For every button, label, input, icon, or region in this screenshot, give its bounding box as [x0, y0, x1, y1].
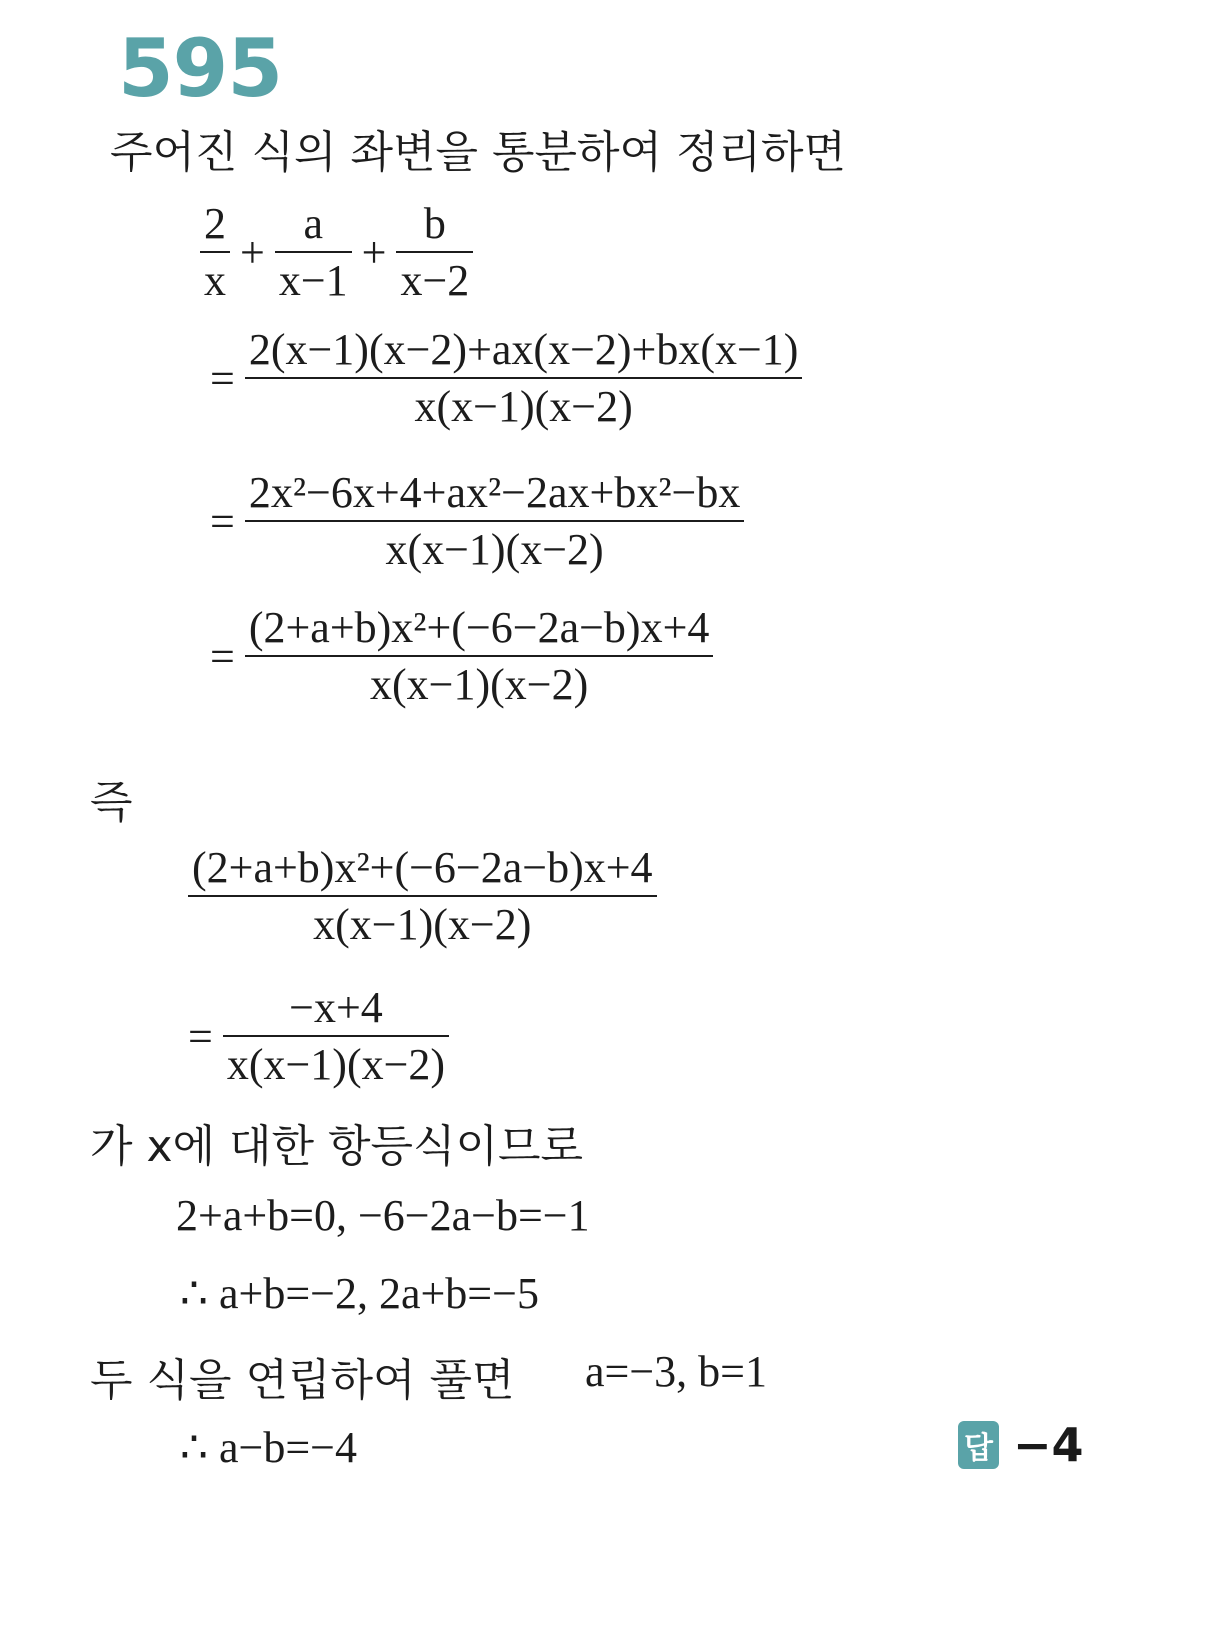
- denominator: x−1: [278, 256, 348, 305]
- plus-sign: +: [361, 227, 387, 277]
- numerator: (2+a+b)x²+(−6−2a−b)x+4: [245, 603, 714, 657]
- numerator: (2+a+b)x²+(−6−2a−b)x+4: [188, 840, 657, 897]
- coefficient-equations: 2+a+b=0, −6−2a−b=−1: [176, 1191, 590, 1240]
- plus-sign: +: [240, 227, 265, 277]
- lhs-fraction-row: [188, 840, 657, 952]
- step-3: [200, 603, 713, 709]
- intro-text: 주어진 식의 좌변을 통분하여 정리하면: [110, 127, 847, 178]
- denominator: x(x−1)(x−2): [414, 382, 633, 431]
- equals-sign: =: [210, 631, 235, 681]
- denominator: x−2: [400, 256, 470, 305]
- step-3-fraction: [245, 603, 714, 709]
- jeuk-text: 즉: [90, 777, 133, 828]
- answer-value: −4: [1012, 1418, 1084, 1472]
- step-1: [200, 322, 802, 434]
- answer-badge: 답: [958, 1421, 999, 1469]
- therefore-line-1: ∴ a+b=−2, 2a+b=−5: [180, 1269, 539, 1318]
- numerator: a: [275, 196, 352, 253]
- identity-text: 가 x에 대한 항등식이므로: [90, 1121, 584, 1172]
- step-2-fraction: [245, 465, 745, 577]
- denominator: x(x−1)(x−2): [369, 660, 589, 709]
- denominator: x(x−1)(x−2): [313, 900, 532, 949]
- equals-sign: =: [188, 1011, 213, 1061]
- answer: [958, 1418, 1084, 1472]
- fraction-term-1: [200, 196, 230, 308]
- equals-sign: =: [210, 353, 235, 403]
- lhs-fraction: [188, 840, 657, 952]
- therefore-line-2: ∴ a−b=−4: [180, 1423, 357, 1472]
- fraction-term-2: [275, 196, 352, 308]
- numerator: −x+4: [223, 980, 449, 1037]
- fraction-term-3: [396, 196, 473, 308]
- problem-number: 595: [118, 22, 282, 115]
- sum-expression: [200, 196, 473, 308]
- step-1-fraction: [245, 322, 803, 434]
- denominator: x(x−1)(x−2): [385, 525, 604, 574]
- equals-sign: =: [210, 496, 235, 546]
- denominator: x(x−1)(x−2): [226, 1040, 446, 1089]
- step-2: [200, 465, 744, 577]
- numerator: b: [396, 196, 473, 253]
- denominator: x: [204, 256, 226, 305]
- numerator: 2x²−6x+4+ax²−2ax+bx²−bx: [245, 465, 745, 522]
- solve-text: 두 식을 연립하여 풀면: [90, 1355, 515, 1406]
- rhs-fraction-row: [178, 980, 449, 1092]
- rhs-fraction: [223, 980, 449, 1092]
- numerator: 2(x−1)(x−2)+ax(x−2)+bx(x−1): [245, 322, 803, 379]
- solve-result: a=−3, b=1: [585, 1347, 767, 1396]
- numerator: 2: [200, 196, 230, 253]
